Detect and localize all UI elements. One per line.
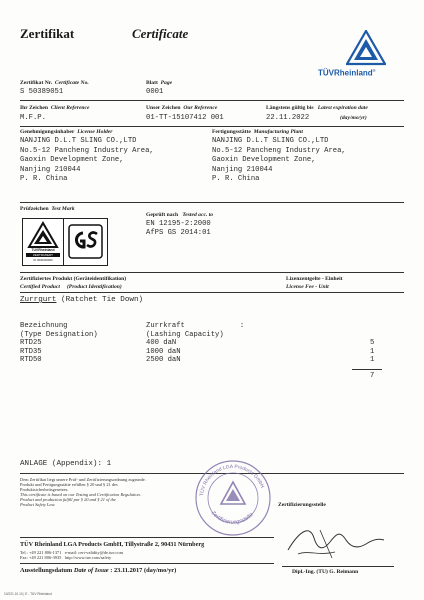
our-ref-label: Unser Zeichen Our Reference: [146, 105, 218, 111]
title-de: Zertifikat: [20, 26, 75, 41]
stamp-ring-bottom-text: Zertifizierungsstelle: [209, 510, 255, 526]
total-rule: [352, 369, 382, 370]
divider: [20, 272, 404, 273]
table-col2-header: Zurrkraft : (Lashing Capacity): [146, 322, 245, 339]
tuv-mark-triangle-icon: [23, 221, 63, 251]
holder-label: Genehmigungsinhaber License Holder: [20, 129, 113, 135]
tuv-mark-certified: ZERTIFIZIERT: [26, 253, 60, 257]
cert-no-value: S 50389051: [20, 88, 64, 96]
plant-address: NANJING D.L.T SLING CO.,LTD No.5-12 Pancheng Industry Area, Gaoxin Development Zone, Nanjing 210044 P. R. China: [212, 137, 346, 183]
table-cell: 1: [370, 356, 375, 364]
gs-mark: [64, 219, 107, 265]
table-total: 7: [370, 372, 375, 380]
gs-mark-icon: [64, 219, 107, 265]
holder-address: NANJING D.L.T SLING CO.,LTD No.5-12 Pancheng Industry Area, Gaoxin Development Zone, Nanjing 210044 P. R. China: [20, 137, 154, 183]
signatory-name: Dipl.-Ing. (TU) G. Reimann: [292, 569, 359, 575]
tested-standards: EN 12195-2:2000 AfPS GS 2014:01: [146, 220, 211, 237]
expiry-value: 22.11.2022: [266, 114, 310, 122]
signature-line: [282, 566, 394, 567]
table-cell: 5: [370, 339, 375, 347]
expiry-format: (day/mo/yr): [340, 115, 367, 121]
divider: [20, 563, 274, 564]
our-ref-value: 01-TT-15107412 001: [146, 114, 224, 122]
sheet-value: 0001: [146, 88, 164, 96]
product-label-en: Certified Product (Product Identification): [20, 284, 122, 290]
legal-text: Dem Zertifikat liegt unsere Prüf- und Zertifizierungsordnung zugrunde. Produkt und Fertigungsstätte erfüllen § 20 und § 21 des Produktsicherheitsgesetzes. This certificate is based on our Testing and Certification Regulation. Product and production fulfill par § 20 and § 21 of the Product Safety Law.: [20, 477, 146, 507]
table-col1-header: Bezeichnung (Type Designation): [20, 322, 98, 339]
tuv-brand-text: TÜVRheinland®: [318, 68, 376, 78]
table-cell: RTD25: [20, 339, 42, 347]
cert-no-label: Zertifikat Nr. Certificate No.: [20, 80, 89, 86]
footer-contact: Tel.: +49 221 806-1371 e-mail: cert-validity@de.tuv.com Fax: +49 221 806-3935 http://www.tuv.com/safety: [20, 550, 123, 560]
sheet-label: Blatt Page: [146, 80, 173, 86]
title-en: Certificate: [132, 26, 189, 41]
table-cell: RTD35: [20, 347, 42, 356]
certification-stamp-icon: [193, 458, 273, 538]
divider: [20, 126, 404, 127]
client-ref-value: M.F.P.: [20, 114, 46, 122]
signature-scribble-icon: [280, 520, 390, 564]
tuv-mark-id: ID 0000000000: [33, 258, 53, 262]
signature-label: Zertifizierungsstelle: [278, 502, 326, 508]
divider: [20, 202, 404, 203]
divider: [20, 100, 404, 101]
client-ref-label: Ihr Zeichen Client Reference: [20, 105, 90, 111]
fee-label-en: License Fee - Unit: [286, 284, 329, 290]
test-mark-box: [22, 218, 108, 266]
tested-acc-label: Geprüft nach Tested acc. to: [146, 212, 214, 218]
tuv-mark: [23, 219, 64, 265]
table-capacity-column: [146, 339, 181, 365]
table-cell: 1000 daN: [146, 347, 181, 356]
table-cell: 1: [370, 347, 375, 356]
test-mark-label: Prüfzeichen Test Mark: [20, 206, 75, 212]
expiry-label: Längstens gültig bis Latest expiration date: [266, 105, 368, 111]
footer-company: TÜV Rheinland LGA Products GmbH, Tillystraße 2, 90431 Nürnberg: [20, 541, 205, 548]
table-cell: 400 daN: [146, 339, 177, 347]
product-name: Zurrgurt (Ratchet Tie Down): [20, 296, 144, 304]
issue-date: Ausstellungsdatum Date of Issue : 23.11.2017 (day/mo/yr): [20, 567, 177, 574]
divider: [20, 292, 404, 293]
table-cell: 2500 daN: [146, 356, 181, 364]
plant-label: Fertigungsstätte Manufacturing Plant: [212, 129, 303, 135]
tuv-mark-brand: TÜVRheinland: [31, 248, 55, 252]
product-label-de: Zertifiziertes Produkt (Geräteidentifikation): [20, 276, 127, 282]
table-fee-column: [370, 339, 374, 365]
fee-label-de: Lizenzentgelte - Einheit: [286, 276, 343, 282]
side-code: 10/221 10.10 | E - TÜV Rheinland: [4, 592, 52, 596]
appendix: ANLAGE (Appendix): 1: [20, 460, 112, 468]
table-type-column: [20, 339, 42, 365]
divider: [20, 537, 274, 538]
table-cell: RTD50: [20, 356, 42, 364]
stamp-ring-top-text: TÜV Rheinland LGA Products GmbH: [199, 463, 266, 497]
tuv-triangle-logo-icon: [346, 30, 386, 66]
